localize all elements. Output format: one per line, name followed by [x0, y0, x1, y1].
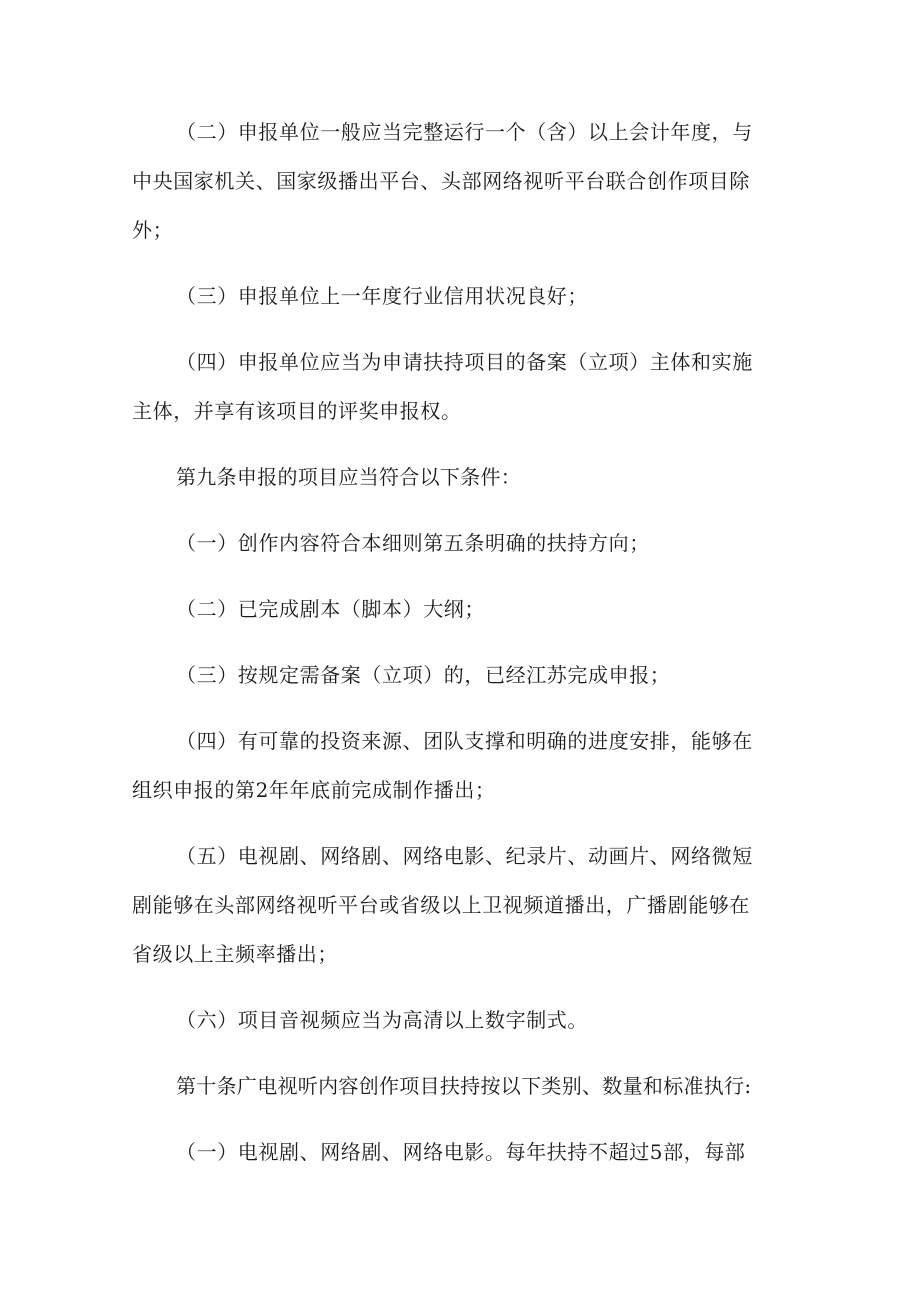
article-9-item-2: （二）已完成剧本（脚本）大纲； — [176, 597, 485, 621]
article-10-item-1-line-1: （一）电视剧、网络剧、网络电影。每年扶持不超过5部，每部 — [176, 1140, 746, 1164]
article-9-heading: 第九条申报的项目应当符合以下条件： — [176, 465, 522, 489]
article-9-item-4-line-1: （四）有可靠的投资来源、团队支撑和明确的进度安排，能够在 — [176, 729, 753, 753]
paragraph-3-line-2: 主体，并享有该项目的评奖申报权。 — [132, 399, 462, 423]
paragraph-3-line-1: （四）申报单位应当为申请扶持项目的备案（立项）主体和实施 — [176, 350, 753, 374]
article-9-item-1: （一）创作内容符合本细则第五条明确的扶持方向； — [176, 531, 650, 555]
article-9-item-5-line-3: 省级以上主频率播出； — [132, 942, 338, 966]
article-9-item-3: （三）按规定需备案（立项）的，已经江苏完成申报； — [176, 663, 671, 687]
paragraph-1-line-3: 外； — [132, 218, 174, 242]
paragraph-1-line-1: （二）申报单位一般应当完整运行一个（含）以上会计年度，与 — [176, 120, 753, 144]
article-9-item-6: （六）项目音视频应当为高清以上数字制式。 — [176, 1008, 588, 1032]
paragraph-1-line-2: 中央国家机关、国家级播出平台、头部网络视听平台联合创作项目除 — [132, 169, 750, 193]
article-9-item-4-line-2: 组织申报的第2年年底前完成制作播出； — [132, 778, 496, 802]
article-10-heading: 第十条广电视听内容创作项目扶持按以下类别、数量和标准执行: — [176, 1074, 752, 1098]
article-9-item-5-line-1: （五）电视剧、网络剧、网络电影、纪录片、动画片、网络微短 — [176, 844, 753, 868]
paragraph-2-line-1: （三）申报单位上一年度行业信用状况良好； — [176, 284, 588, 308]
article-9-item-5-line-2: 剧能够在头部网络视听平台或省级以上卫视频道播出，广播剧能够在 — [132, 893, 750, 917]
